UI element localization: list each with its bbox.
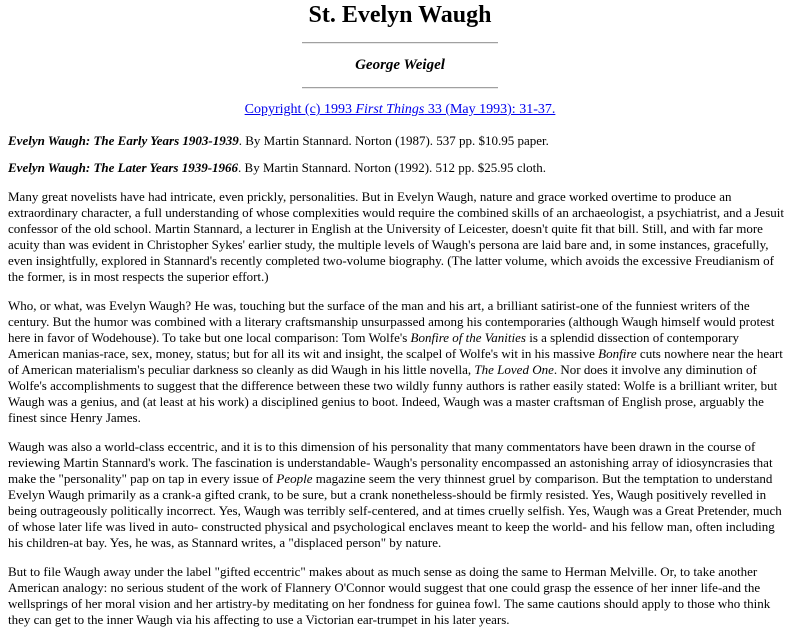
book-citation-later-years: Evelyn Waugh: The Later Years 1939-1966. By Martin Stannard. Norton (1992). 512 pp. $25.95 cloth. — [8, 160, 547, 175]
divider-author — [302, 87, 498, 89]
paragraph-2: Who, or what, was Evelyn Waugh? He was, touching but the surface of the man and his art, a brilliant satirist-one of the funniest writers of the century. But the humor was combined with a literary craftsmanship unsurpassed among his contemporaries (although Waugh himself would protest here in favor of Wodehouse). To take but one local comparison: Tom Wolfe's Bonfire of the Vanities is a splendid dissection of contemporary American manias-race, sex, money, status; but for all its wit and insight, the scalpel of Wolfe's wit in his massive Bonfire cuts nowhere near the heart of American materialism's peculiar darkness so cleanly as did Waugh in his little novella, The Loved One. Nor does it involve any diminution of Wolfe's accomplishments to suggest that the difference between these two wildly funny authors is rather easily stated: Wolfe is a brilliant writer, but Waugh was a genius, and (at least at his work) a disciplined genius to boot. Indeed, Waugh was a master craftsman of English prose, arguably the finest since Henry James. — [8, 298, 783, 425]
article-page — [0, 2, 800, 628]
copyright-line — [8, 102, 792, 118]
book-citation-early-years: Evelyn Waugh: The Early Years 1903-1939. By Martin Stannard. Norton (1987). 537 pp. $10.95 paper. — [8, 133, 549, 148]
copyright-link[interactable]: Copyright (c) 1993 First Things 33 (May 1993): 31-37. — [244, 102, 556, 117]
page-title: St. Evelyn Waugh — [308, 2, 492, 28]
divider-top — [302, 42, 498, 44]
paragraph-1: Many great novelists have had intricate, even prickly, personalities. But in Evelyn Waugh, nature and grace worked overtime to produce an extraordinary character, a full understanding of whose complexities would require the combined skills of an archaeologist, a psychiatrist, and a Jesuit confessor of the old school. Martin Stannard, a lecturer in English at the University of Leicester, doesn't quite fit that bill. Still, and with far more acuity than was evident in Christopher Sykes' earlier study, the multiple levels of Waugh's persona are laid bare and, in some instances, gracefully, even insightfully, explored in Stannard's recently completed two-volume biography. (The latter volume, which avoids the excessive Freudianism of the former, is in most respects the superior effort.) — [8, 189, 784, 284]
author-byline: George Weigel — [355, 57, 445, 73]
paragraph-3: Waugh was also a world-class eccentric, and it is to this dimension of his personality that many commentators have been drawn in the course of reviewing Martin Stannard's work. The fascination is understandable- Waugh's personality encompassed an astonishing array of idiosyncrasies that make the "personality" pap on tap in every issue of People magazine seem the very thinnest gruel by comparison. But the temptation to understand Evelyn Waugh primarily as a crank-a gifted crank, to be sure, but a crank nonetheless-should be firmly resisted. Yes, Waugh positively revelled in being outrageously politically incorrect. Yes, Waugh was terribly self-centered, and at times cruelly selfish. Yes, Waugh was a Great Pretender, much of whose later life was lived in auto- constructed physical and psychological enclaves meant to keep the world- and his fellow man, often including his children-at bay. Yes, he was, as Stannard writes, a "displaced person" by nature. — [8, 439, 782, 550]
paragraph-4: But to file Waugh away under the label "gifted eccentric" makes about as much sense as doing the same to Herman Melville. Or, to take another American analogy: no serious student of the work of Flannery O'Connor would suggest that one could grasp the essence of her inner life-and the wellsprings of her moral vision and her artistry-by meditating on her fondness for guinea fowl. The same cautions should apply to those who think they can get to the inner Waugh via his affecting to use a Victorian ear-trumpet in his later years. — [8, 564, 771, 627]
